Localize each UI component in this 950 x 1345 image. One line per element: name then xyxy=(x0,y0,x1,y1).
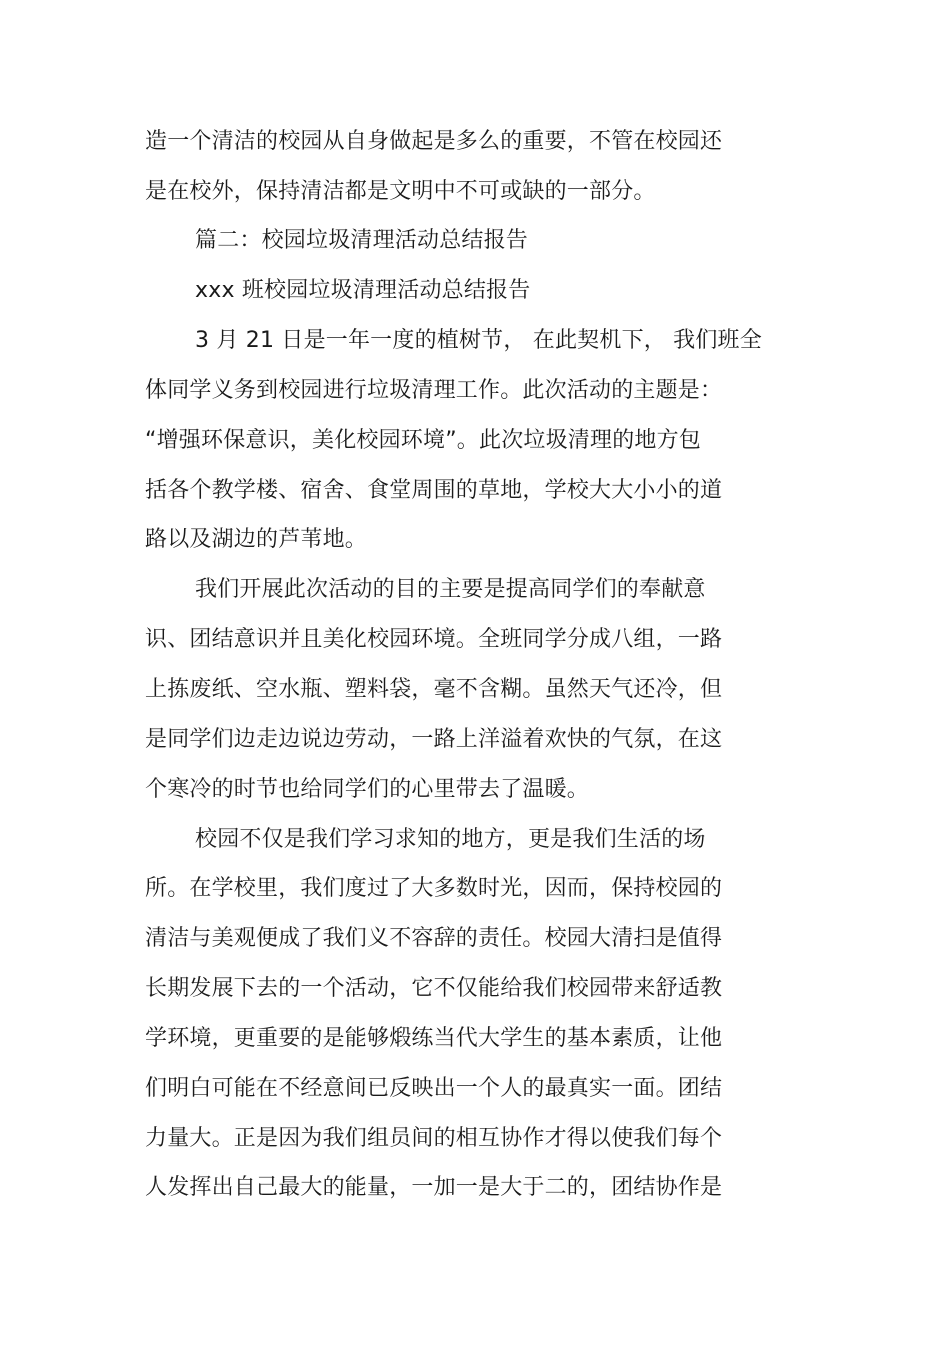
text-line: 造一个清洁的校园从自身做起是多么的重要，不管在校园还 xyxy=(145,129,723,154)
text-line: 上拣废纸、空水瓶、塑料袋，毫不含糊。虽然天气还冷，但 xyxy=(145,677,723,702)
text-line: 路以及湖边的芦苇地。 xyxy=(145,527,368,552)
text-line: 学环境，更重要的是能够煅练当代大学生的基本素质，让他 xyxy=(145,1026,723,1051)
text-line: 校园不仅是我们学习求知的地方，更是我们生活的场 xyxy=(195,827,706,852)
text-line: 清洁与美观便成了我们义不容辞的责任。校园大清扫是值得 xyxy=(145,926,723,951)
section-heading: 篇二：校园垃圾清理活动总结报告 xyxy=(195,228,529,253)
text-line: 是同学们边走边说边劳动，一路上洋溢着欢快的气氛，在这 xyxy=(145,727,723,752)
text-line: 识、团结意识并且美化校园环境。全班同学分成八组，一路 xyxy=(145,627,723,652)
text-line: 长期发展下去的一个活动，它不仅能给我们校园带来舒适教 xyxy=(145,976,723,1001)
report-title: xxx 班校园垃圾清理活动总结报告 xyxy=(195,278,531,303)
text-line: 个寒冷的时节也给同学们的心里带去了温暖。 xyxy=(145,777,590,802)
text-line: “增强环保意识，美化校园环境”。此次垃圾清理的地方包 xyxy=(145,428,701,453)
text-line: 我们开展此次活动的目的主要是提高同学们的奉献意 xyxy=(195,577,706,602)
text-line: 人发挥出自己最大的能量，一加一是大于二的，团结协作是 xyxy=(145,1175,723,1200)
text-line: 括各个教学楼、宿舍、食堂周围的草地，学校大大小小的道 xyxy=(145,478,723,503)
text-line: 所。在学校里，我们度过了大多数时光，因而，保持校园的 xyxy=(145,876,723,901)
text-line: 体同学义务到校园进行垃圾清理工作。此次活动的主题是： xyxy=(145,378,723,403)
text-line: 力量大。正是因为我们组员间的相互协作才得以使我们每个 xyxy=(145,1126,723,1151)
text-line: 3 月 21 日是一年一度的植树节， 在此契机下， 我们班全 xyxy=(195,328,762,353)
text-line: 是在校外，保持清洁都是文明中不可或缺的一部分。 xyxy=(145,179,656,204)
text-line: 们明白可能在不经意间已反映出一个人的最真实一面。团结 xyxy=(145,1076,723,1101)
